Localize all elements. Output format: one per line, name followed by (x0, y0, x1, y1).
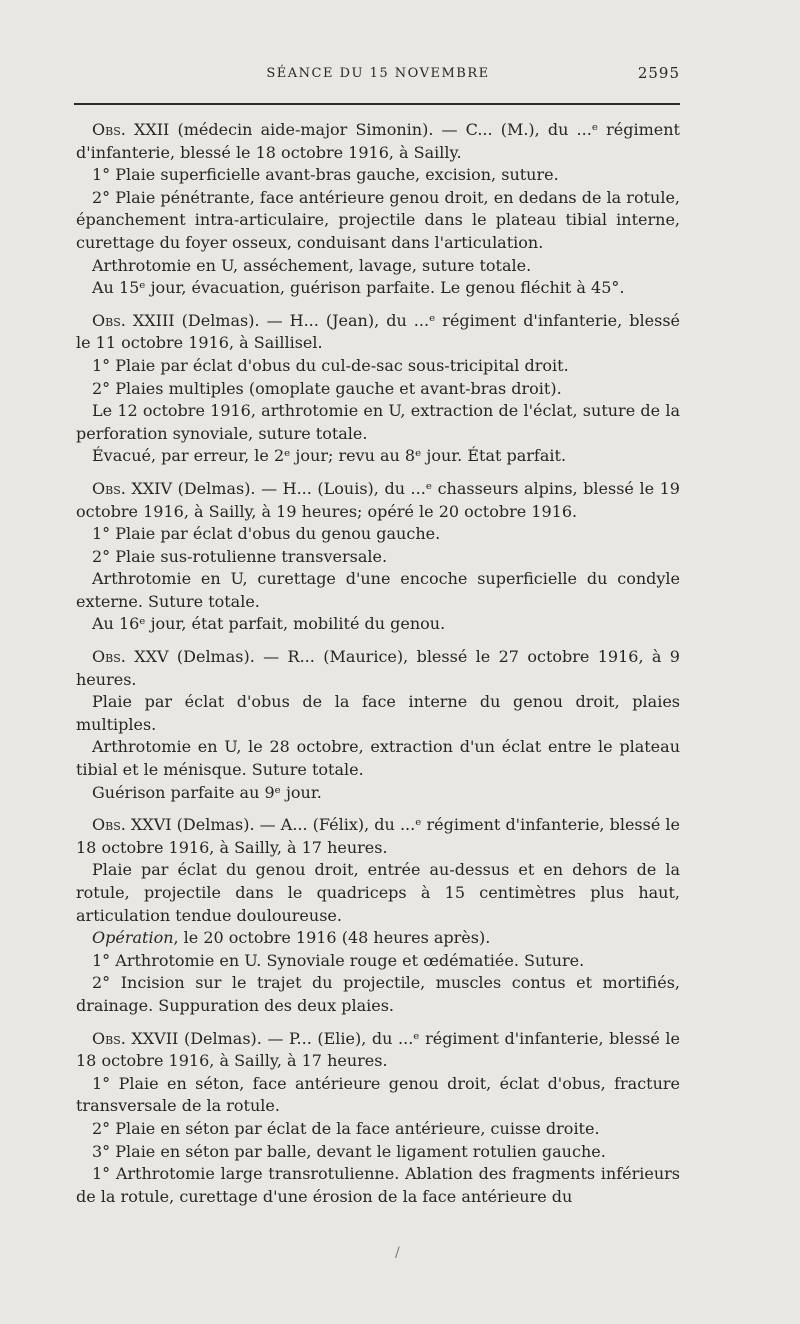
paragraph (76, 782, 680, 805)
paragraph-text: 2° Incision sur le trajet du projectile, muscles contus et mortifiés, drainage. Suppuration des deux plaies. (76, 973, 680, 1015)
paragraph (76, 613, 680, 636)
paragraph-text: 2° Plaie en séton par éclat de la face antérieure, cuisse droite. (92, 1118, 600, 1138)
observation-label: Obs. XXIII (92, 310, 175, 330)
paragraph (76, 355, 680, 378)
page-header (76, 62, 680, 86)
header-rule (74, 103, 680, 105)
paragraph (76, 400, 680, 445)
paragraph-text: (Delmas). — A... (Félix), du ...ᵉ régiment d'infanterie, blessé le 18 octobre 1916, à Sailly, à 17 heures. (76, 815, 680, 857)
paragraph (76, 691, 680, 736)
paragraph (76, 1073, 680, 1118)
paragraph-text: 1° Arthrotomie large transrotulienne. Ablation des fragments inférieurs de la rotule, curettage d'une érosion de la face antérieure du (76, 1164, 680, 1206)
paragraph-text: Le 12 octobre 1916, arthrotomie en U, extraction de l'éclat, suture de la perforation synoviale, suture totale. (76, 401, 680, 443)
paragraph-text: Au 16ᵉ jour, état parfait, mobilité du genou. (92, 614, 446, 634)
stray-mark: / (395, 1245, 400, 1261)
paragraph (76, 736, 680, 781)
running-title: SÉANCE DU 15 NOVEMBRE (266, 66, 490, 81)
paragraph-text: 1° Plaie par éclat d'obus du genou gauche. (92, 524, 441, 544)
paragraph-text: 1° Plaie superficielle avant-bras gauche, excision, suture. (92, 165, 559, 185)
paragraph-text: Au 15ᵉ jour, évacuation, guérison parfaite. Le genou fléchit à 45°. (92, 278, 625, 298)
observation-label: Obs. XXIV (92, 478, 173, 498)
paragraph-text: Arthrotomie en U, curettage d'une encoche superficielle du condyle externe. Suture totale. (76, 569, 680, 611)
paragraph (76, 523, 680, 546)
paragraph-text: 1° Plaie en séton, face antérieure genou droit, éclat d'obus, fracture transversale de la rotule. (76, 1073, 680, 1116)
paragraph-text: 2° Plaies multiples (omoplate gauche et avant-bras droit). (92, 378, 562, 398)
paragraph (76, 1118, 680, 1141)
observation-label: Obs. XXV (92, 647, 169, 667)
paragraph (76, 950, 680, 973)
paragraph (76, 859, 680, 927)
paragraph (76, 187, 680, 255)
paragraph-text: 1° Plaie par éclat d'obus du cul-de-sac sous-tricipital droit. (92, 355, 569, 375)
observation-heading-paragraph (76, 478, 680, 523)
paragraph-text: 3° Plaie en séton par balle, devant le ligament rotulien gauche. (92, 1141, 606, 1161)
observation-heading-paragraph (76, 1028, 680, 1073)
observation-heading-paragraph (76, 646, 680, 691)
text-body (76, 119, 680, 1208)
observation-heading-paragraph (76, 119, 680, 164)
paragraph-text: Évacué, par erreur, le 2ᵉ jour; revu au 8ᵉ jour. État parfait. (92, 446, 567, 466)
observation-heading-paragraph (76, 814, 680, 859)
paragraph-text: (Delmas). — H... (Louis), du ...ᵉ chasseurs alpins, blessé le 19 octobre 1916, à Sailly, à 19 heures; opéré le 20 octobre 1916. (76, 478, 680, 521)
paragraph-text: Plaie par éclat d'obus de la face interne du genou droit, plaies multiples. (76, 692, 680, 734)
paragraph (76, 1163, 680, 1208)
paragraph (76, 972, 680, 1017)
paragraph-text: Arthrotomie en U, asséchement, lavage, suture totale. (92, 255, 532, 275)
paragraph (76, 546, 680, 569)
paragraph-text: 2° Plaie sus-rotulienne transversale. (92, 546, 388, 566)
observation-heading-paragraph (76, 310, 680, 355)
paragraph-text: 2° Plaie pénétrante, face antérieure genou droit, en dedans de la rotule, épanchement intra-articulaire, projectile dans le plateau tibial interne, curettage du foyer osseux, conduisant dans l'articulation. (76, 187, 680, 252)
page-number: 2595 (637, 64, 680, 82)
observation-label: Obs. XXVII (92, 1028, 179, 1048)
paragraph-text: 1° Arthrotomie en U. Synoviale rouge et œdématiée. Suture. (92, 950, 585, 970)
paragraph-text: Plaie par éclat du genou droit, entrée au-dessus et en dehors de la rotule, projectile dans le quadriceps à 15 centimètres plus haut, articulation tendue douloureuse. (76, 860, 680, 925)
paragraph (76, 277, 680, 300)
observation-label: Obs. XXII (92, 120, 170, 139)
paragraph (76, 927, 680, 950)
paragraph (76, 255, 680, 278)
observation-label: Obs. XXVI (92, 815, 172, 835)
paragraph (76, 164, 680, 187)
italic-label: Opération (92, 928, 174, 948)
paragraph (76, 1141, 680, 1164)
paragraph-text: Arthrotomie en U, le 28 octobre, extraction d'un éclat entre le plateau tibial et le ménisque. Suture totale. (76, 737, 680, 780)
paragraph-text: , le 20 octobre 1916 (48 heures après). (173, 928, 491, 948)
paragraph (76, 568, 680, 613)
paragraph-text: (Delmas). — P... (Elie), du ...ᵉ régiment d'infanterie, blessé le 18 octobre 1916, à Sailly, à 17 heures. (76, 1028, 681, 1071)
paragraph-text: Guérison parfaite au 9ᵉ jour. (92, 782, 322, 802)
paragraph-text: (Delmas). — H... (Jean), du ...ᵉ régiment d'infanterie, blessé le 11 octobre 1916, à Saillisel. (76, 310, 680, 353)
paragraph-text: (médecin aide-major Simonin). — C... (M.), du ...ᵉ régiment d'infanterie, blessé le 18 octobre 1916, à Sailly. (76, 120, 680, 162)
paragraph (76, 445, 680, 468)
paragraph (76, 378, 680, 401)
paragraph-text: (Delmas). — R... (Maurice), blessé le 27 octobre 1916, à 9 heures. (76, 647, 680, 689)
